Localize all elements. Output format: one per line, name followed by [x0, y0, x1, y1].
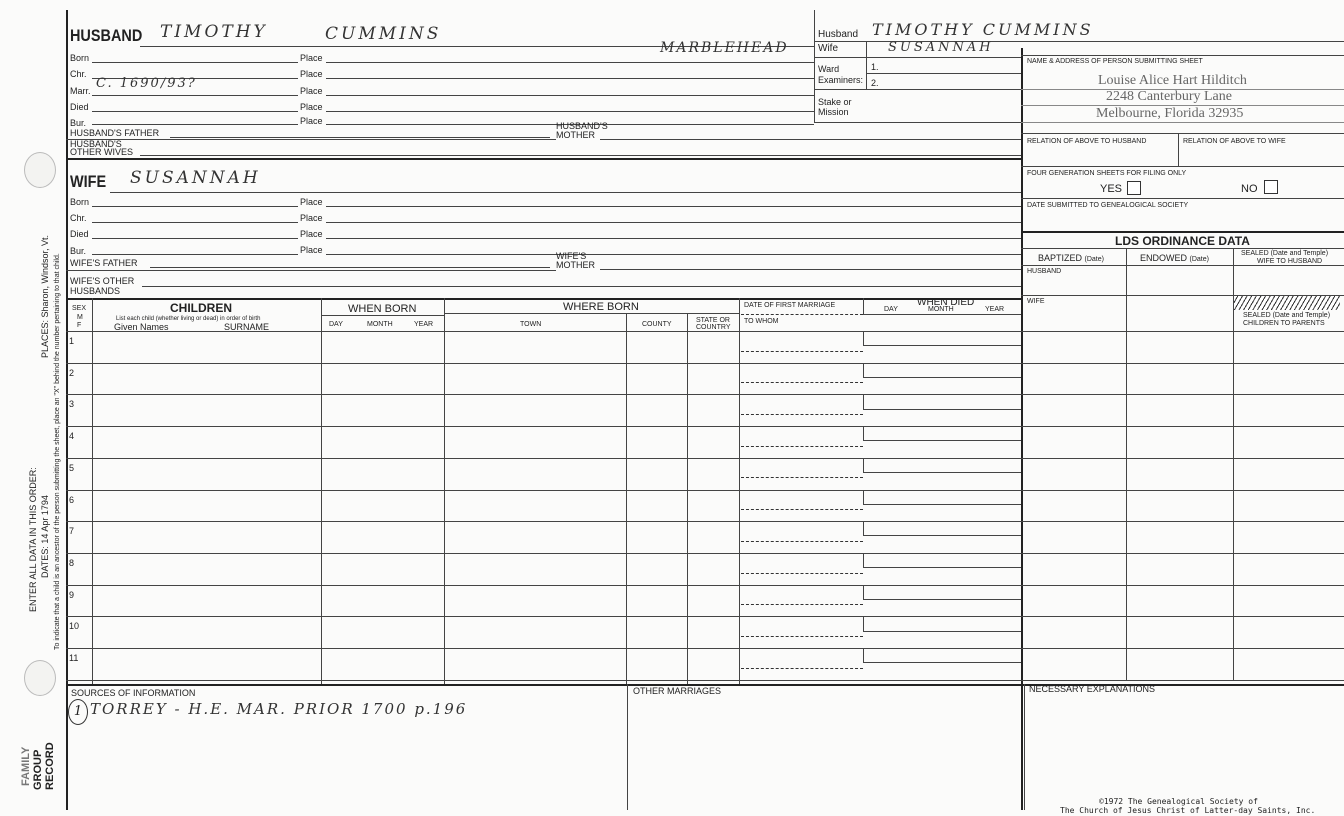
record-title: FAMILY GROUP RECORD	[20, 742, 56, 790]
sealed-children-label: SEALED (Date and Temple) CHILDREN TO PARENTS	[1243, 312, 1331, 327]
ward-wife-value: SUSANNAH	[888, 40, 994, 55]
born-day-label: DAY	[329, 321, 343, 328]
child-row-line	[66, 585, 1344, 586]
no-label: NO	[1241, 183, 1258, 195]
died-month-label: MONTH	[928, 306, 954, 313]
ward-husband-label: Husband	[818, 29, 859, 40]
sources-value: TORREY - H.E. MAR. PRIOR 1700 p.196	[90, 700, 468, 718]
child-died-bracket	[863, 521, 864, 535]
when-died-label: WHEN DIED	[917, 297, 975, 308]
sealed-wife-label: SEALED (Date and Temple) WIFE TO HUSBAND	[1241, 250, 1329, 265]
date-submitted-label: DATE SUBMITTED TO GENEALOGICAL SOCIETY	[1027, 202, 1189, 209]
wife-heading: WIFE	[70, 172, 107, 191]
frame-left	[66, 10, 68, 810]
husband-born-label: Born	[70, 53, 90, 63]
wife-section-top	[66, 158, 1021, 160]
child-row-line	[66, 394, 1344, 395]
child-row-line	[66, 458, 1344, 459]
child-died-bracket	[863, 648, 864, 662]
baptized-label: BAPTIZED (Date)	[1038, 253, 1104, 263]
child-row-number: 8	[69, 557, 75, 568]
child-died-line	[863, 504, 1021, 505]
sex-m-label: M	[77, 314, 83, 321]
ward-husband-value: TIMOTHY CUMMINS	[872, 20, 1094, 39]
wife-chr-label: Chr.	[70, 213, 87, 223]
child-marriage-dash	[741, 351, 863, 352]
other-marriages-label: OTHER MARRIAGES	[633, 686, 722, 696]
sources-number: 1	[68, 699, 88, 725]
child-row-number: 1	[69, 336, 75, 346]
child-died-line	[863, 440, 1021, 441]
child-row-number: 3	[69, 399, 75, 410]
lds-title: LDS ORDINANCE DATA	[1115, 234, 1250, 248]
state-label: STATE OR COUNTRY	[696, 317, 731, 331]
county-label: COUNTY	[642, 321, 672, 328]
husband-bur-place-label: Place	[300, 116, 323, 126]
submitter-name: Louise Alice Hart Hilditch	[1098, 73, 1247, 88]
child-died-line	[863, 377, 1021, 378]
copyright-2: The Church of Jesus Christ of Latter-day Saints, Inc.	[1060, 806, 1316, 815]
when-born-label: WHEN BORN	[348, 303, 417, 315]
child-marriage-dash	[741, 446, 863, 447]
stake-label: Stake or	[818, 97, 852, 107]
examiner-1: 1.	[871, 62, 879, 72]
surname-label: SURNAME	[224, 322, 270, 332]
submitter-street: 2248 Canterbury Lane	[1106, 89, 1232, 104]
children-note: List each child (whether living or dead) in order of birth	[116, 316, 261, 322]
copyright-1: ©1972 The Genealogical Society of	[1099, 797, 1258, 806]
husband-bur-label: Bur.	[70, 118, 87, 128]
child-marriage-dash	[741, 636, 863, 637]
yes-checkbox[interactable]	[1127, 181, 1141, 195]
child-row-line	[66, 490, 1344, 491]
children-title: CHILDREN	[170, 301, 232, 315]
endowed-label: ENDOWED (Date)	[1140, 253, 1209, 263]
died-day-label: DAY	[884, 306, 898, 313]
wife-died-label: Died	[70, 229, 89, 239]
child-marriage-dash	[741, 509, 863, 510]
child-died-bracket	[863, 490, 864, 504]
husband-born-place-value: MARBLEHEAD	[660, 40, 789, 56]
husband-died-label: Died	[70, 102, 89, 112]
child-row-number: 4	[69, 431, 75, 442]
four-gen-label: FOUR GENERATION SHEETS FOR FILING ONLY	[1027, 170, 1187, 177]
child-row-number: 7	[69, 526, 75, 537]
first-marriage-label: DATE OF FIRST MARRIAGE	[744, 302, 836, 309]
wife-bur-label: Bur.	[70, 246, 87, 256]
child-row-line	[66, 680, 1344, 681]
wife-born-label: Born	[70, 197, 90, 207]
husband-marr-place-label: Place	[300, 86, 323, 96]
child-died-line	[863, 472, 1021, 473]
yes-label: YES	[1100, 183, 1123, 195]
husband-given: TIMOTHY	[160, 22, 268, 42]
child-row-number: 10	[69, 621, 80, 632]
child-marriage-dash	[741, 477, 863, 478]
relation-wife-label: RELATION OF ABOVE TO WIFE	[1183, 138, 1286, 145]
punch-hole-bottom	[24, 660, 56, 696]
wife-born-place-label: Place	[300, 197, 323, 207]
child-row-number: 2	[69, 367, 75, 378]
child-died-bracket	[863, 363, 864, 377]
child-died-line	[863, 345, 1021, 346]
child-died-bracket	[863, 553, 864, 567]
child-died-line	[863, 662, 1021, 663]
explanations-label: NECESSARY EXPLANATIONS	[1029, 684, 1156, 694]
born-month-label: MONTH	[367, 321, 393, 328]
child-marriage-dash	[741, 541, 863, 542]
husband-surname: CUMMINS	[325, 24, 442, 44]
child-row-line	[66, 553, 1344, 554]
sidebar-enter-all: ENTER ALL DATA IN THIS ORDER:	[28, 467, 38, 612]
child-row-line	[66, 521, 1344, 522]
child-died-bracket	[863, 331, 864, 345]
town-label: TOWN	[520, 321, 542, 328]
child-died-bracket	[863, 585, 864, 599]
wife-father-label: WIFE'S FATHER	[70, 258, 138, 268]
child-marriage-dash	[741, 382, 863, 383]
sources-label: SOURCES OF INFORMATION	[71, 688, 196, 698]
lds-husband-label: HUSBAND	[1027, 268, 1062, 275]
born-year-label: YEAR	[414, 321, 434, 328]
child-row-number: 6	[69, 494, 75, 505]
child-died-line	[863, 599, 1021, 600]
submitter-city: Melbourne, Florida 32935	[1096, 106, 1244, 121]
wife-mother-label: WIFE'S MOTHER	[556, 251, 595, 270]
wife-other-husbands-label: WIFE'S OTHER HUSBANDS	[70, 276, 135, 296]
child-marriage-dash	[741, 668, 863, 669]
child-row-line	[66, 648, 1344, 649]
husband-marr-value: C. 1690/93?	[96, 76, 197, 91]
submitter-label: NAME & ADDRESS OF PERSON SUBMITTING SHEET	[1027, 58, 1203, 65]
child-died-line	[863, 567, 1021, 568]
child-row-number: 9	[69, 589, 75, 600]
husband-died-place-label: Place	[300, 102, 323, 112]
child-row-line	[66, 426, 1344, 427]
husband-marr-label: Marr.	[70, 86, 91, 96]
child-row-line	[66, 616, 1344, 617]
no-checkbox[interactable]	[1264, 180, 1278, 194]
wife-given: SUSANNAH	[130, 168, 261, 188]
husband-father-label: HUSBAND'S FATHER	[70, 128, 160, 138]
sidebar-places: PLACES: Sharon, Windsor, Vt.	[40, 234, 50, 358]
child-marriage-dash	[741, 573, 863, 574]
husband-born-place-label: Place	[300, 53, 323, 63]
sidebar-dates: DATES: 14 Apr 1794	[40, 495, 50, 578]
examiners-label: Examiners:	[818, 75, 864, 85]
mission-label: Mission	[818, 107, 849, 117]
wife-chr-place-label: Place	[300, 213, 323, 223]
child-row-number: 11	[69, 653, 79, 663]
divider-right-section	[1021, 48, 1023, 810]
died-year-label: YEAR	[985, 306, 1005, 313]
hatched-cell	[1234, 296, 1340, 310]
wife-died-place-label: Place	[300, 229, 323, 239]
lds-wife-label: WIFE	[1027, 298, 1045, 305]
child-died-bracket	[863, 458, 864, 472]
child-died-bracket	[863, 616, 864, 630]
child-marriage-dash	[741, 414, 863, 415]
to-whom-label: TO WHOM	[744, 318, 779, 325]
ward-wife-label: Wife	[818, 43, 838, 54]
husband-chr-label: Chr.	[70, 69, 87, 79]
husband-chr-place-label: Place	[300, 69, 323, 79]
child-died-line	[863, 535, 1021, 536]
where-born-label: WHERE BORN	[563, 301, 639, 313]
husband-other-wives-label: HUSBAND'S OTHER WIVES	[70, 139, 134, 157]
examiner-2: 2.	[871, 78, 879, 88]
child-died-bracket	[863, 394, 864, 408]
child-marriage-dash	[741, 604, 863, 605]
sidebar-instruction: To indicate that a child is an ancestor of the person submitting the sheet, place an "X" behind the number pertaining to that child.	[54, 253, 61, 650]
sex-label: SEX	[72, 305, 87, 312]
child-died-line	[863, 409, 1021, 410]
husband-heading: HUSBAND	[70, 26, 143, 45]
relation-husband-label: RELATION OF ABOVE TO HUSBAND	[1027, 138, 1147, 145]
punch-hole-top	[24, 152, 56, 188]
child-died-line	[863, 631, 1021, 632]
given-names-label: Given Names	[114, 322, 169, 332]
child-died-bracket	[863, 426, 864, 440]
divider-ward	[814, 10, 815, 122]
child-row-number: 5	[69, 462, 75, 473]
ward-label: Ward	[818, 64, 840, 74]
husband-mother-label: HUSBAND'S MOTHER	[556, 121, 608, 140]
child-row-line	[66, 363, 1344, 364]
wife-bur-place-label: Place	[300, 245, 323, 255]
sex-f-label: F	[77, 322, 82, 329]
